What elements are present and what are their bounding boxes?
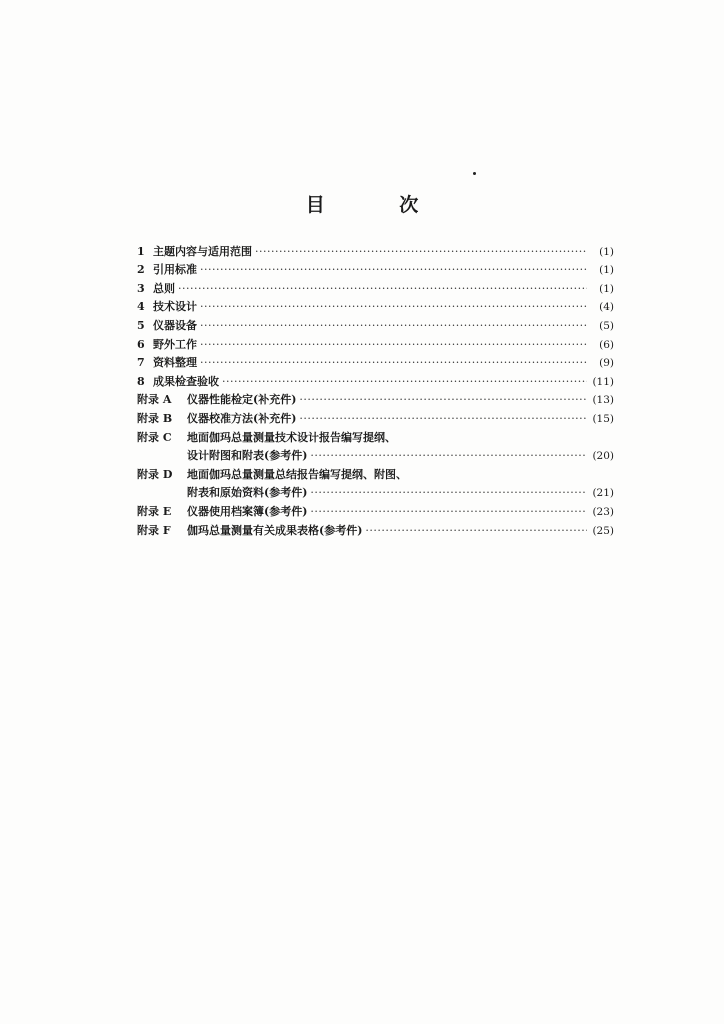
toc-entry-title: 成果检查验收	[153, 374, 219, 388]
appendix-title-line-2: 附表和原始资料(参考件)	[187, 486, 308, 500]
toc-entry-page: (1)	[599, 282, 614, 295]
appendix-page: (25)	[592, 524, 614, 537]
toc-appendix-c-continued[interactable]	[137, 445, 614, 464]
appendix-page: (20)	[592, 450, 614, 463]
dot-leader	[299, 393, 587, 407]
toc-entry-page: (4)	[599, 301, 614, 314]
appendix-label: 附录 B	[137, 411, 173, 425]
appendix-page: (13)	[592, 394, 614, 407]
appendix-label: 附录 E	[137, 504, 172, 518]
toc-entry-4[interactable]	[137, 296, 614, 315]
appendix-page: (23)	[592, 505, 614, 518]
toc-entry-title: 资料整理	[153, 356, 197, 370]
appendix-page: (15)	[592, 412, 614, 425]
toc-appendix-a[interactable]	[137, 389, 614, 408]
toc-entry-number: 4	[137, 300, 145, 314]
toc-entry-1[interactable]	[137, 240, 614, 259]
table-of-contents	[137, 240, 614, 538]
page-title: 目 次	[305, 194, 453, 216]
toc-entry-title: 仪器设备	[153, 318, 197, 332]
appendix-title-line-1: 地面伽玛总量测量技术设计报告编写提纲、	[187, 430, 396, 444]
toc-entry-page: (11)	[592, 375, 614, 388]
dot-leader	[310, 505, 587, 519]
appendix-title: 仪器校准方法(补充件)	[187, 411, 297, 425]
scan-speck	[473, 172, 476, 175]
toc-entry-6[interactable]	[137, 333, 614, 352]
dot-leader	[255, 245, 587, 259]
dot-leader	[200, 356, 587, 370]
appendix-label: 附录 F	[137, 523, 171, 537]
toc-entry-page: (5)	[599, 319, 614, 332]
appendix-title: 伽玛总量测量有关成果表格(参考件)	[187, 523, 363, 537]
appendix-title-line-2: 设计附图和附表(参考件)	[187, 449, 308, 463]
toc-entry-number: 2	[137, 263, 145, 277]
toc-appendix-f[interactable]	[137, 519, 614, 538]
appendix-label: 附录 C	[137, 430, 172, 444]
dot-leader	[365, 524, 587, 538]
toc-entry-number: 8	[137, 374, 145, 388]
dot-leader	[310, 486, 587, 500]
toc-appendix-d[interactable]	[137, 463, 614, 482]
appendix-label: 附录 A	[137, 393, 172, 407]
toc-entry-2[interactable]	[137, 259, 614, 278]
toc-entry-3[interactable]	[137, 277, 614, 296]
toc-entry-number: 3	[137, 281, 145, 295]
toc-entry-page: (1)	[599, 245, 614, 258]
dot-leader	[222, 375, 587, 389]
appendix-page: (21)	[592, 487, 614, 500]
toc-entry-title: 技术设计	[153, 300, 197, 314]
toc-entry-page: (1)	[599, 264, 614, 277]
toc-appendix-e[interactable]	[137, 500, 614, 519]
toc-entry-title: 主题内容与适用范围	[153, 244, 252, 258]
dot-leader	[200, 319, 587, 333]
toc-entry-title: 总则	[153, 281, 175, 295]
toc-entry-8[interactable]	[137, 370, 614, 389]
toc-appendix-b[interactable]	[137, 407, 614, 426]
toc-entry-page: (6)	[599, 338, 614, 351]
dot-leader	[299, 412, 587, 426]
appendix-label: 附录 D	[137, 467, 173, 481]
toc-entry-number: 7	[137, 356, 145, 370]
dot-leader	[200, 300, 587, 314]
dot-leader	[200, 338, 587, 352]
toc-entry-number: 6	[137, 337, 145, 351]
appendix-title: 仪器性能检定(补充件)	[187, 393, 297, 407]
toc-entry-7[interactable]	[137, 352, 614, 371]
toc-appendix-c[interactable]	[137, 426, 614, 445]
toc-entry-5[interactable]	[137, 314, 614, 333]
toc-entry-title: 引用标准	[153, 263, 197, 277]
toc-entry-number: 5	[137, 318, 145, 332]
dot-leader	[178, 282, 587, 296]
toc-entry-page: (9)	[599, 357, 614, 370]
toc-appendix-d-continued[interactable]	[137, 482, 614, 501]
appendix-title-line-1: 地面伽玛总量测量总结报告编写提纲、附图、	[187, 467, 407, 481]
dot-leader	[310, 449, 587, 463]
toc-entry-title: 野外工作	[153, 337, 197, 351]
dot-leader	[200, 263, 587, 277]
toc-entry-number: 1	[137, 244, 145, 258]
appendix-title: 仪器使用档案簿(参考件)	[187, 504, 308, 518]
